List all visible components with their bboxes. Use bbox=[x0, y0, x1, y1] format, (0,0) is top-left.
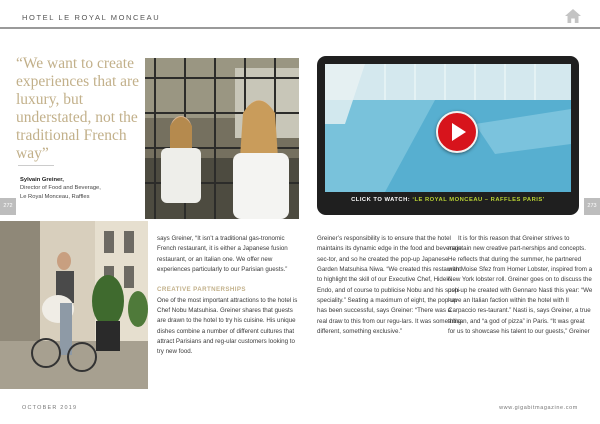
quote-role-2: Le Royal Monceau, Raffles bbox=[20, 193, 90, 200]
article-column-2 bbox=[317, 234, 462, 337]
header-title: HOTEL LE ROYAL MONCEAU bbox=[22, 13, 161, 22]
video-thumbnail[interactable] bbox=[325, 64, 571, 192]
play-icon[interactable] bbox=[436, 111, 478, 153]
quote-attribution bbox=[20, 176, 140, 201]
article-column-1 bbox=[157, 234, 302, 358]
video-player[interactable] bbox=[317, 56, 579, 215]
street-photo bbox=[0, 221, 148, 389]
header-rule bbox=[0, 27, 600, 29]
video-caption-label: CLICK TO WATCH: bbox=[351, 197, 411, 203]
col1-para-1: says Greiner, “It isn’t a traditional gas-tronomic French restaurant, it is either a Japanese fusion restaurant, or an Italian one. We offer new experiences particularly to our Parisian guests.” bbox=[157, 235, 288, 274]
page-number-right: 273 bbox=[584, 198, 600, 215]
footer-url[interactable]: www.gigabitmagazine.com bbox=[499, 405, 578, 411]
col1-para-2: One of the most important attractions to the hotel is Chef Nobu Matsuhisa. Greiner shares that guests are drawn to the hotel to try his cuisine. His unique dishes combine a number of different cultures that attract Parisians and reg-ular customers looking to try new food. bbox=[157, 296, 298, 356]
col3-para-1: It is for this reason that Greiner strives to maintain new creative part-nerships and concepts. He reflects that during the summer, he partnered with Moise Sfez from Homer Lobster, inspired from a New York lobster roll. Greiner goes on to discuss the pop-up he created with Gennaro Nasti this year: “We have an Italian faction within the hotel with Il Carpaccio res-taurant.” Nasti is, says Greiner, a true artisan, and “a god of pizza” in Paris. “It was great for us to showcase his talent to our guests,” Greiner bbox=[448, 235, 593, 336]
fashion-photo bbox=[145, 58, 299, 219]
video-caption-title: ‘LE ROYAL MONCEAU – RAFFLES PARIS’ bbox=[412, 197, 545, 203]
video-caption[interactable] bbox=[317, 197, 579, 203]
quote-divider bbox=[18, 165, 54, 166]
col2-para-1: Greiner’s responsibility is to ensure that the hotel maintains its dynamic edge in the food and beverage sec-tor, and so he created the pop-up Japanese Garden Matsuhisa Niwa. “We created this restaurant to highlight the skill of our Executive Chef, Hideki Endo, and of course to publicise Nobu and his sushi speciality.” Seating a maximum of eight, the pop-up has been successful, says Greiner: “There was a real draw to this from our regu-lars. It was something different, something exclusive.” bbox=[317, 235, 462, 336]
article-column-3 bbox=[448, 234, 593, 337]
page-number-left: 272 bbox=[0, 198, 16, 215]
home-icon[interactable] bbox=[565, 9, 581, 23]
section-subheading: CREATIVE PARTNERSHIPS bbox=[157, 286, 246, 294]
footer-date: OCTOBER 2019 bbox=[22, 405, 78, 411]
pull-quote: “We want to create experiences that are luxury, but understated, not the traditional French way” bbox=[16, 55, 140, 162]
quote-name: Sylvain Greiner, bbox=[20, 177, 64, 183]
quote-role-1: Director of Food and Beverage, bbox=[20, 185, 101, 192]
